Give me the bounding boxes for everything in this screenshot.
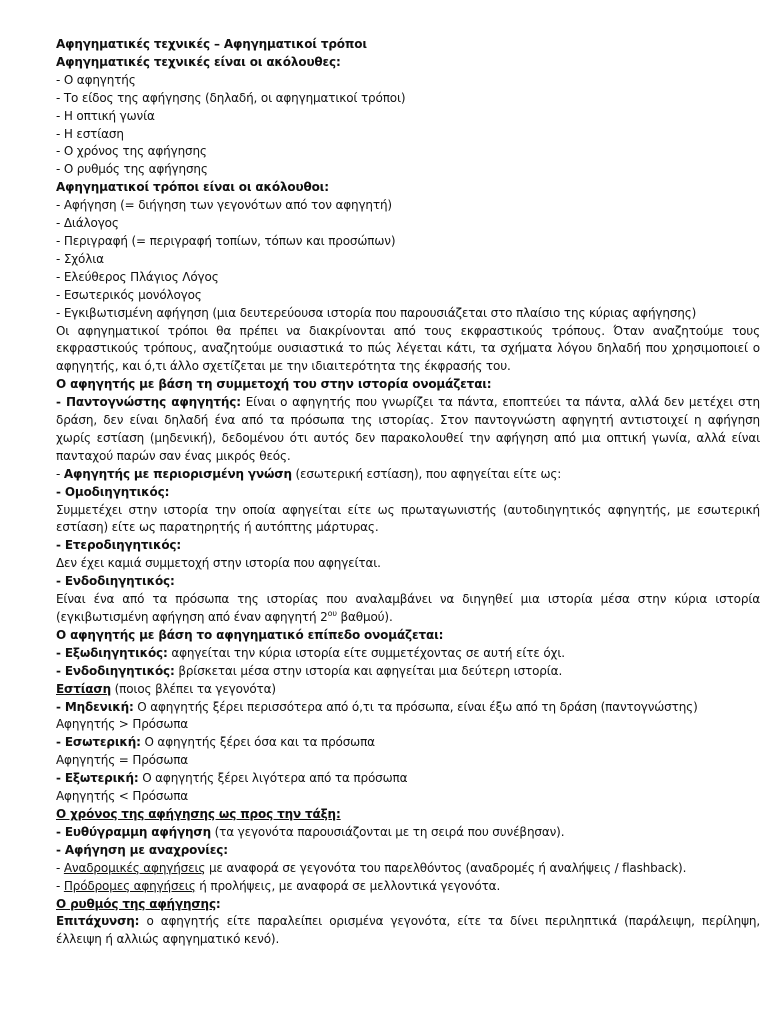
intradiegetic-text-b: βαθμού). [336, 610, 393, 624]
extradiegetic-line [56, 645, 760, 663]
list-item: - Ο αφηγητής [56, 72, 136, 87]
omniscient-label: - Παντογνώστης αφηγητής: [56, 395, 241, 410]
rhythm-heading-suffix: : [215, 896, 221, 911]
prolepsis-line [56, 878, 760, 896]
rhythm-heading-line [56, 896, 760, 914]
acceleration-text: ο αφηγητής είτε παραλείπει ορισμένα γεγονότα, είτε τα δίνει περιληπτικά (παράλειψη, περίληψη, έλλειψη ή αλλιώς αφηγηματικό κενό). [56, 914, 760, 947]
level-heading: Ο αφηγητής με βάση το αφηγηματικό επίπεδο ονομάζεται: [56, 627, 444, 642]
acceleration-paragraph [56, 913, 760, 949]
list-item: - Η οπτική γωνία [56, 108, 155, 123]
limited-prefix: - [56, 466, 64, 481]
modes-note-paragraph: Οι αφηγηματικοί τρόποι θα πρέπει να διακρίνονται από τους εκφραστικούς τρόπους. Όταν αναζητούμε τους εκφραστικούς τρόπους, αναζητούμε ουσιαστικά το πώς λέγεται κάτι, τα σχήματα λόγου δηλαδή που χρησιμοποιεί ο αφηγητής, και ό,τι άλλο σχετίζεται με την ιδιαιτερότητα της έκφρασής του. [56, 323, 760, 374]
intradiegetic-level-label: - Ενδοδιηγητικός: [56, 663, 175, 678]
internal-formula: Αφηγητής = Πρόσωπα [56, 753, 189, 768]
homodiegetic-text: Συμμετέχει στην ιστορία την οποία αφηγείται είτε ως πρωταγωνιστής (αυτοδιηγητικός αφηγητής, με εσωτερική εστίαση) είτε ως παρατηρητής ή αυτόπτης μάρτυρας. [56, 502, 760, 535]
zero-text: Ο αφηγητής ξέρει περισσότερα από ό,τι τα πρόσωπα, είναι έξω από τη δράση (παντογνώστης) [133, 699, 698, 714]
analepsis-label: Αναδρομικές αφηγήσεις [63, 860, 206, 875]
analepsis-text: με αναφορά σε γεγονότα του παρελθόντος (αναδρομές ή αναλήψεις / flashback). [205, 860, 687, 875]
focalization-heading-line [56, 681, 760, 699]
time-heading: Ο χρόνος της αφήγησης ως προς την τάξη: [56, 806, 341, 821]
limited-label: Αφηγητής με περιορισμένη γνώση [63, 466, 292, 481]
prolepsis-prefix: - [56, 878, 64, 893]
analepsis-prefix: - [56, 860, 64, 875]
intradiegetic-text-a: Είναι ένα από τα πρόσωπα της ιστορίας που αναλαμβάνει να διηγηθεί μια ιστορία μέσα στην κύρια ιστορία (εγκιβωτισμένη αφήγηση από έναν αφηγητή 2 [56, 592, 760, 624]
list-item: - Ο ρυθμός της αφήγησης [56, 162, 208, 177]
list-item: - Εγκιβωτισμένη αφήγηση (μια δευτερεύουσα ιστορία που παρουσιάζεται στο πλαίσιο της κύριας αφήγησης) [56, 305, 697, 320]
linear-label: - Ευθύγραμμη αφήγηση [56, 824, 211, 839]
limited-text: (εσωτερική εστίαση), που αφηγείται είτε ως: [291, 466, 562, 481]
homodiegetic-label: - Ομοδιηγητικός: [56, 484, 170, 499]
participation-heading: Ο αφηγητής με βάση τη συμμετοχή του στην ιστορία ονομάζεται: [56, 377, 492, 392]
document-title: Αφηγηματικές τεχνικές – Αφηγηματικοί τρόποι [56, 37, 367, 51]
focalization-heading-suffix: (ποιος βλέπει τα γεγονότα) [110, 681, 276, 696]
external-focalization-line [56, 770, 760, 788]
analepsis-paragraph [56, 860, 760, 878]
list-item: - Ελεύθερος Πλάγιος Λόγος [56, 269, 219, 284]
internal-text: Ο αφηγητής ξέρει όσα και τα πρόσωπα [140, 735, 375, 750]
list-item: - Το είδος της αφήγησης (δηλαδή, οι αφηγηματικοί τρόποι) [56, 90, 406, 105]
prolepsis-label: Πρόδρομες αφηγήσεις [63, 878, 196, 893]
linear-narration-line [56, 824, 760, 842]
modes-heading: Αφηγηματικοί τρόποι είναι οι ακόλουθοι: [56, 180, 329, 195]
external-formula: Αφηγητής < Πρόσωπα [56, 789, 189, 804]
techniques-heading: Αφηγηματικές τεχνικές είναι οι ακόλουθες: [56, 54, 341, 69]
extradiegetic-label: - Εξωδιηγητικός: [56, 645, 168, 660]
list-item: - Διάλογος [56, 216, 119, 231]
acceleration-label: Επιτάχυνση: [56, 914, 140, 929]
extradiegetic-text: αφηγείται την κύρια ιστορία είτε συμμετέχοντας σε αυτή είτε όχι. [167, 645, 565, 660]
omniscient-paragraph [56, 394, 760, 466]
intradiegetic-level-text: βρίσκεται μέσα στην ιστορία και αφηγείται μια δεύτερη ιστορία. [174, 663, 563, 678]
heterodiegetic-label: - Ετεροδιηγητικός: [56, 538, 182, 553]
list-item: - Εσωτερικός μονόλογος [56, 287, 202, 302]
list-item: - Αφήγηση (= διήγηση των γεγονότων από τον αφηγητή) [56, 198, 392, 213]
zero-focalization-paragraph [56, 699, 760, 717]
list-item: - Σχόλια [56, 251, 104, 266]
external-label: - Εξωτερική: [56, 771, 139, 786]
anachrony-label: - Αφήγηση με αναχρονίες: [56, 842, 228, 857]
internal-label: - Εσωτερική: [56, 735, 141, 750]
omniscient-text: Είναι ο αφηγητής που γνωρίζει τα πάντα, εποπτεύει τα πάντα, αλλά δεν μετέχει στη δράση, δεν είναι δηλαδή ένα από τα πρόσωπα της ιστορίας. Στον παντογνώστη αφηγητή αντιστοιχεί η αφήγηση χωρίς εστίαση (μηδενική), δεδομένου ότι αυτός δεν παρακολουθεί την αφήγηση από μια οπτική γωνία, αλλά είναι πανταχού παρών σαν ένας μικρός θεός. [56, 395, 760, 463]
list-item: - Η εστίαση [56, 126, 124, 141]
focalization-heading: Εστίαση [56, 681, 111, 696]
limited-knowledge-line [56, 466, 760, 484]
intradiegetic-text [56, 591, 760, 627]
zero-label: - Μηδενική: [56, 699, 134, 714]
ordinal-superscript: ου [327, 609, 337, 618]
list-item: - Ο χρόνος της αφήγησης [56, 144, 207, 159]
intradiegetic-level-line [56, 663, 760, 681]
list-item: - Περιγραφή (= περιγραφή τοπίων, τόπων και προσώπων) [56, 233, 396, 248]
zero-formula: Αφηγητής > Πρόσωπα [56, 717, 189, 732]
prolepsis-text: ή προλήψεις, με αναφορά σε μελλοντικά γεγονότα. [195, 878, 501, 893]
rhythm-heading: Ο ρυθμός της αφήγησης [56, 896, 216, 911]
heterodiegetic-text: Δεν έχει καμιά συμμετοχή στην ιστορία που αφηγείται. [56, 556, 381, 571]
external-text: Ο αφηγητής ξέρει λιγότερα από τα πρόσωπα [138, 771, 408, 786]
intradiegetic-label: - Ενδοδιηγητικός: [56, 574, 175, 589]
linear-text: (τα γεγονότα παρουσιάζονται με τη σειρά που συνέβησαν). [210, 824, 565, 839]
internal-focalization-line [56, 734, 760, 752]
